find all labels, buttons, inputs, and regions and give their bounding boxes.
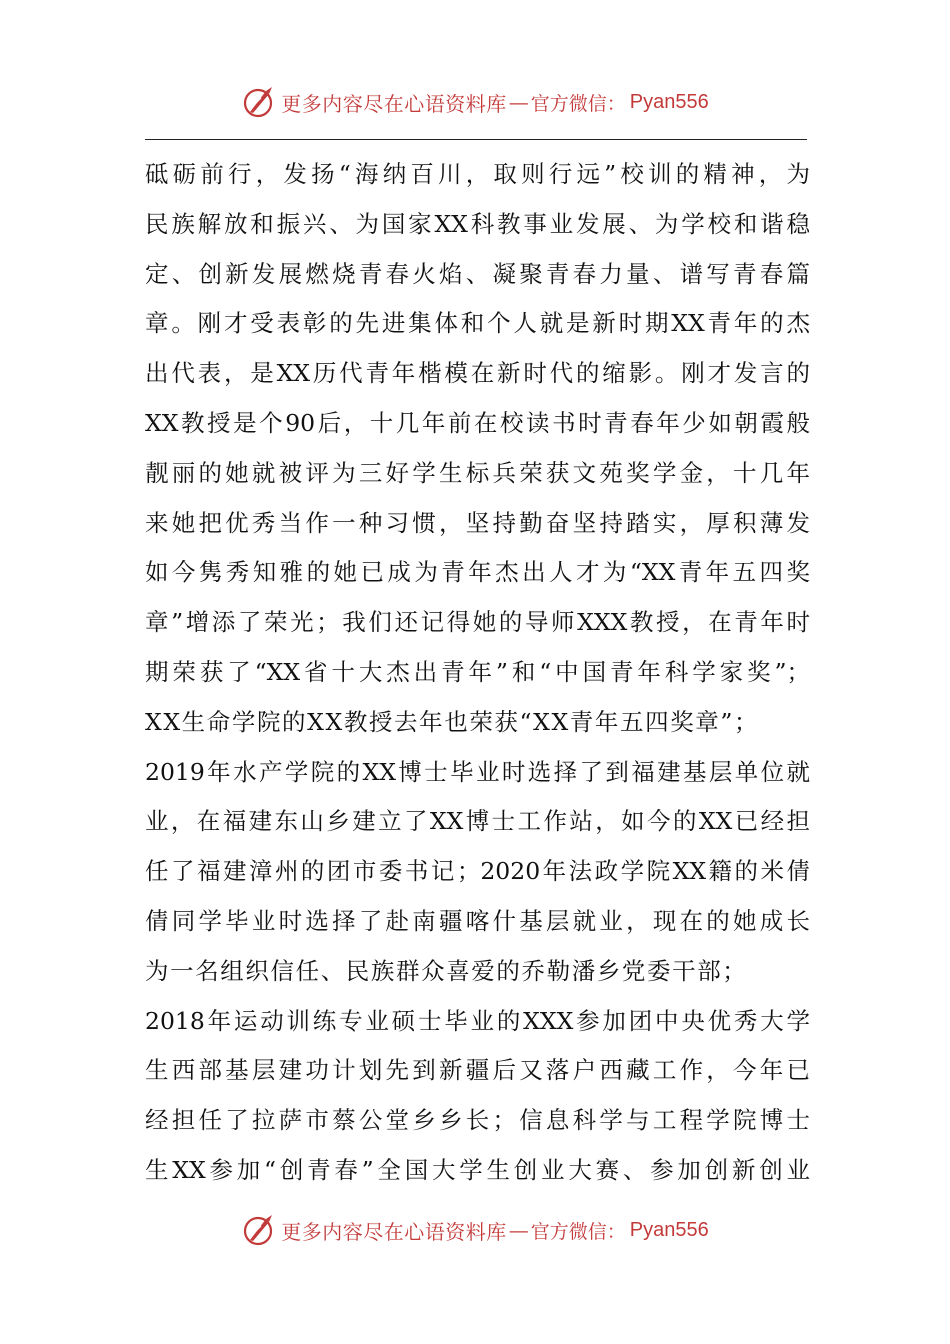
banner-site-name: 更多内容尽在心语资料库 — [281, 1219, 507, 1244]
text-line: 如今隽秀知雅的她已成为青年杰出人才为“XX青年五四奖 — [145, 558, 810, 587]
text-line: 民族解放和振兴、为国家XX科教事业发展、为学校和谐稳 — [145, 209, 810, 238]
text-line: 倩同学毕业时选择了赴南疆喀什基层就业，现在的她成长 — [145, 906, 810, 935]
quill-pen-logo-icon — [241, 1212, 277, 1248]
text-line: 章。刚才受表彰的先进集体和个人就是新时期XX青年的杰 — [145, 309, 810, 338]
text-line: 章”增添了荣光；我们还记得她的导师XXX教授，在青年时 — [145, 608, 810, 637]
header-divider — [145, 139, 807, 140]
text-line: 来她把优秀当作一种习惯，坚持勤奋坚持踏实，厚积薄发 — [145, 508, 810, 537]
banner-wechat-id: Pyan556 — [629, 90, 709, 113]
banner-separator: — — [508, 90, 529, 114]
banner-wechat-label: 官方微信： — [530, 92, 626, 115]
text-line: 生XX参加“创青春”全国大学生创业大赛、参加创新创业 — [145, 1155, 810, 1184]
quill-pen-logo-icon — [241, 84, 277, 120]
text-line: 业，在福建东山乡建立了XX博士工作站，如今的XX已经担 — [145, 807, 810, 836]
banner-separator: — — [508, 1218, 529, 1242]
text-line: 定、创新发展燃烧青春火焰、凝聚青春力量、谱写青春篇 — [145, 259, 810, 288]
header-banner — [0, 80, 950, 124]
banner-wechat-id: Pyan556 — [629, 1218, 709, 1241]
text-line: 经担任了拉萨市蔡公堂乡乡长；信息科学与工程学院博士 — [145, 1106, 810, 1135]
text-line: 任了福建漳州的团市委书记；2020年法政学院XX籍的米倩 — [145, 857, 810, 886]
footer-banner — [0, 1208, 950, 1252]
text-line: 期荣获了“XX省十大杰出青年”和“中国青年科学家奖”； — [145, 657, 810, 686]
text-line: XX生命学院的XX教授去年也荣获“XX青年五四奖章”； — [145, 707, 760, 736]
banner-wechat-label: 官方微信： — [530, 1220, 626, 1243]
banner-site-name: 更多内容尽在心语资料库 — [281, 91, 507, 116]
document-body — [145, 150, 810, 1196]
text-line: 出代表，是XX历代青年楷模在新时代的缩影。刚才发言的 — [145, 359, 810, 388]
text-line: 2018年运动训练专业硕士毕业的XXX参加团中央优秀大学 — [145, 1006, 810, 1035]
text-line: 2019年水产学院的XX博士毕业时选择了到福建基层单位就 — [145, 757, 810, 786]
text-line: 为一名组织信任、民族群众喜爱的乔勒潘乡党委干部； — [145, 956, 748, 985]
text-line: 生西部基层建功计划先到新疆后又落户西藏工作，今年已 — [145, 1056, 810, 1085]
text-line: XX教授是个90后，十几年前在校读书时青春年少如朝霞般 — [145, 408, 810, 437]
text-line: 砥砺前行，发扬“海纳百川，取则行远”校训的精神，为 — [145, 160, 810, 188]
text-line: 靓丽的她就被评为三好学生标兵荣获文苑奖学金，十几年 — [145, 458, 810, 487]
